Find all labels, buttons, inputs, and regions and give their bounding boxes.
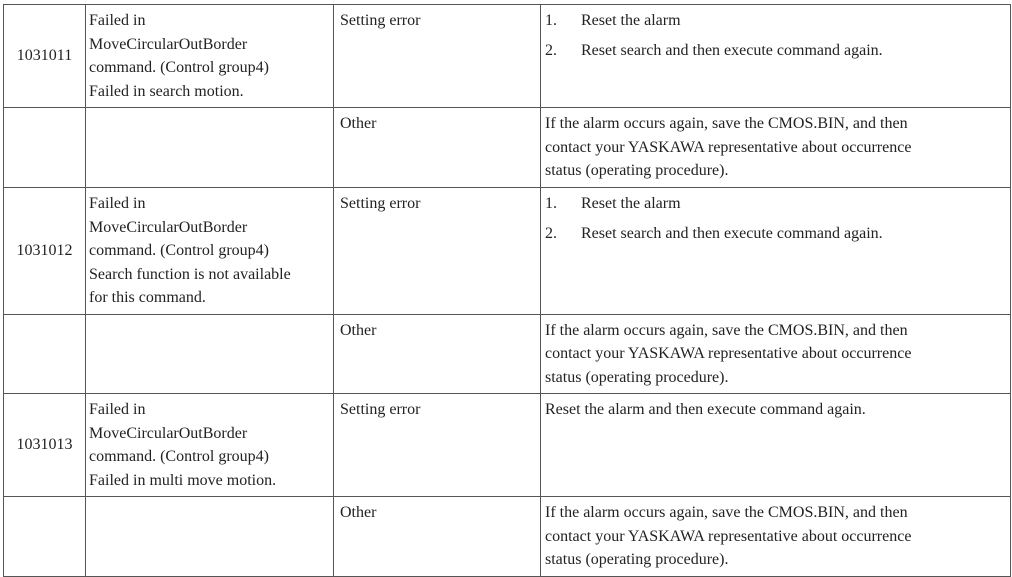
remedy-step — [545, 192, 1006, 216]
remedy-line: contact your YASKAWA representative about occurrence — [545, 527, 912, 545]
remedy-line: status (operating procedure). — [545, 551, 729, 568]
step-number: 1. — [545, 195, 557, 212]
remedy-step — [545, 222, 1006, 246]
alarm-code: 1031012 — [16, 242, 73, 259]
description-line: MoveCircularOutBorder — [89, 424, 248, 442]
remedy-line: contact your YASKAWA representative about occurrence — [545, 345, 912, 362]
alarm-description-cell — [86, 188, 334, 315]
description-line: Failed in — [89, 12, 146, 29]
description-line: Failed in — [89, 195, 146, 212]
cause-cell — [334, 497, 541, 577]
description-line: MoveCircularOutBorder — [89, 218, 248, 236]
empty-cell — [86, 314, 334, 394]
description-line: Failed in — [89, 401, 146, 418]
remedy-line: If the alarm occurs again, save the CMOS.BIN, and then — [545, 115, 908, 132]
description-line: command. (Control group4) — [89, 242, 269, 259]
alarm-description-cell — [86, 5, 334, 108]
remedy-cell — [541, 497, 1011, 577]
cause-label: Setting error — [340, 195, 421, 212]
step-number: 2. — [545, 41, 557, 59]
cause-cell — [334, 394, 541, 497]
description-line: Search function is not available — [89, 265, 291, 283]
alarm-code: 1031011 — [16, 47, 73, 65]
description-line: command. (Control group4) — [89, 448, 269, 465]
cause-cell — [334, 188, 541, 315]
step-text: Reset the alarm — [581, 195, 681, 212]
description-line: for this command. — [89, 289, 206, 306]
remedy-line: Reset the alarm and then execute command again. — [545, 401, 866, 418]
description-line: command. (Control group4) — [89, 59, 269, 76]
step-text: Reset search and then execute command again. — [581, 41, 883, 59]
description-line: Failed in multi move motion. — [89, 471, 277, 489]
table-row — [4, 314, 1011, 394]
remedy-cell — [541, 314, 1011, 394]
empty-cell — [4, 108, 86, 188]
table-row — [4, 188, 1011, 315]
remedy-step — [545, 39, 1006, 63]
table-row — [4, 497, 1011, 577]
remedy-steps — [545, 9, 1006, 62]
alarm-code-cell — [4, 188, 86, 315]
remedy-steps — [545, 192, 1006, 245]
remedy-line: status (operating procedure). — [545, 368, 729, 386]
remedy-cell — [541, 5, 1011, 108]
empty-cell — [86, 108, 334, 188]
remedy-line: status (operating procedure). — [545, 162, 729, 179]
remedy-line: If the alarm occurs again, save the CMOS.BIN, and then — [545, 321, 908, 339]
table-row — [4, 108, 1011, 188]
alarm-table — [3, 4, 1011, 577]
description-line: MoveCircularOutBorder — [89, 35, 248, 53]
empty-cell — [86, 497, 334, 577]
alarm-description-cell — [86, 394, 334, 497]
step-number: 1. — [545, 12, 557, 29]
step-text: Reset the alarm — [581, 12, 681, 29]
cause-cell — [334, 108, 541, 188]
cause-label: Setting error — [340, 401, 421, 418]
cause-label: Other — [340, 115, 377, 132]
alarm-code-cell — [4, 5, 86, 108]
cause-label: Other — [340, 321, 377, 339]
alarm-code: 1031013 — [16, 436, 73, 454]
remedy-cell — [541, 394, 1011, 497]
cause-label: Other — [340, 504, 377, 521]
table-row — [4, 5, 1011, 108]
remedy-line: contact your YASKAWA representative about occurrence — [545, 138, 912, 156]
empty-cell — [4, 314, 86, 394]
alarm-code-cell — [4, 394, 86, 497]
remedy-cell — [541, 188, 1011, 315]
cause-label: Setting error — [340, 12, 421, 29]
remedy-step — [545, 9, 1006, 33]
description-line: Failed in search motion. — [89, 82, 244, 100]
remedy-line: If the alarm occurs again, save the CMOS.BIN, and then — [545, 504, 908, 521]
cause-cell — [334, 314, 541, 394]
remedy-cell — [541, 108, 1011, 188]
cause-cell — [334, 5, 541, 108]
step-text: Reset search and then execute command again. — [581, 224, 883, 242]
empty-cell — [4, 497, 86, 577]
step-number: 2. — [545, 224, 557, 242]
table-row — [4, 394, 1011, 497]
